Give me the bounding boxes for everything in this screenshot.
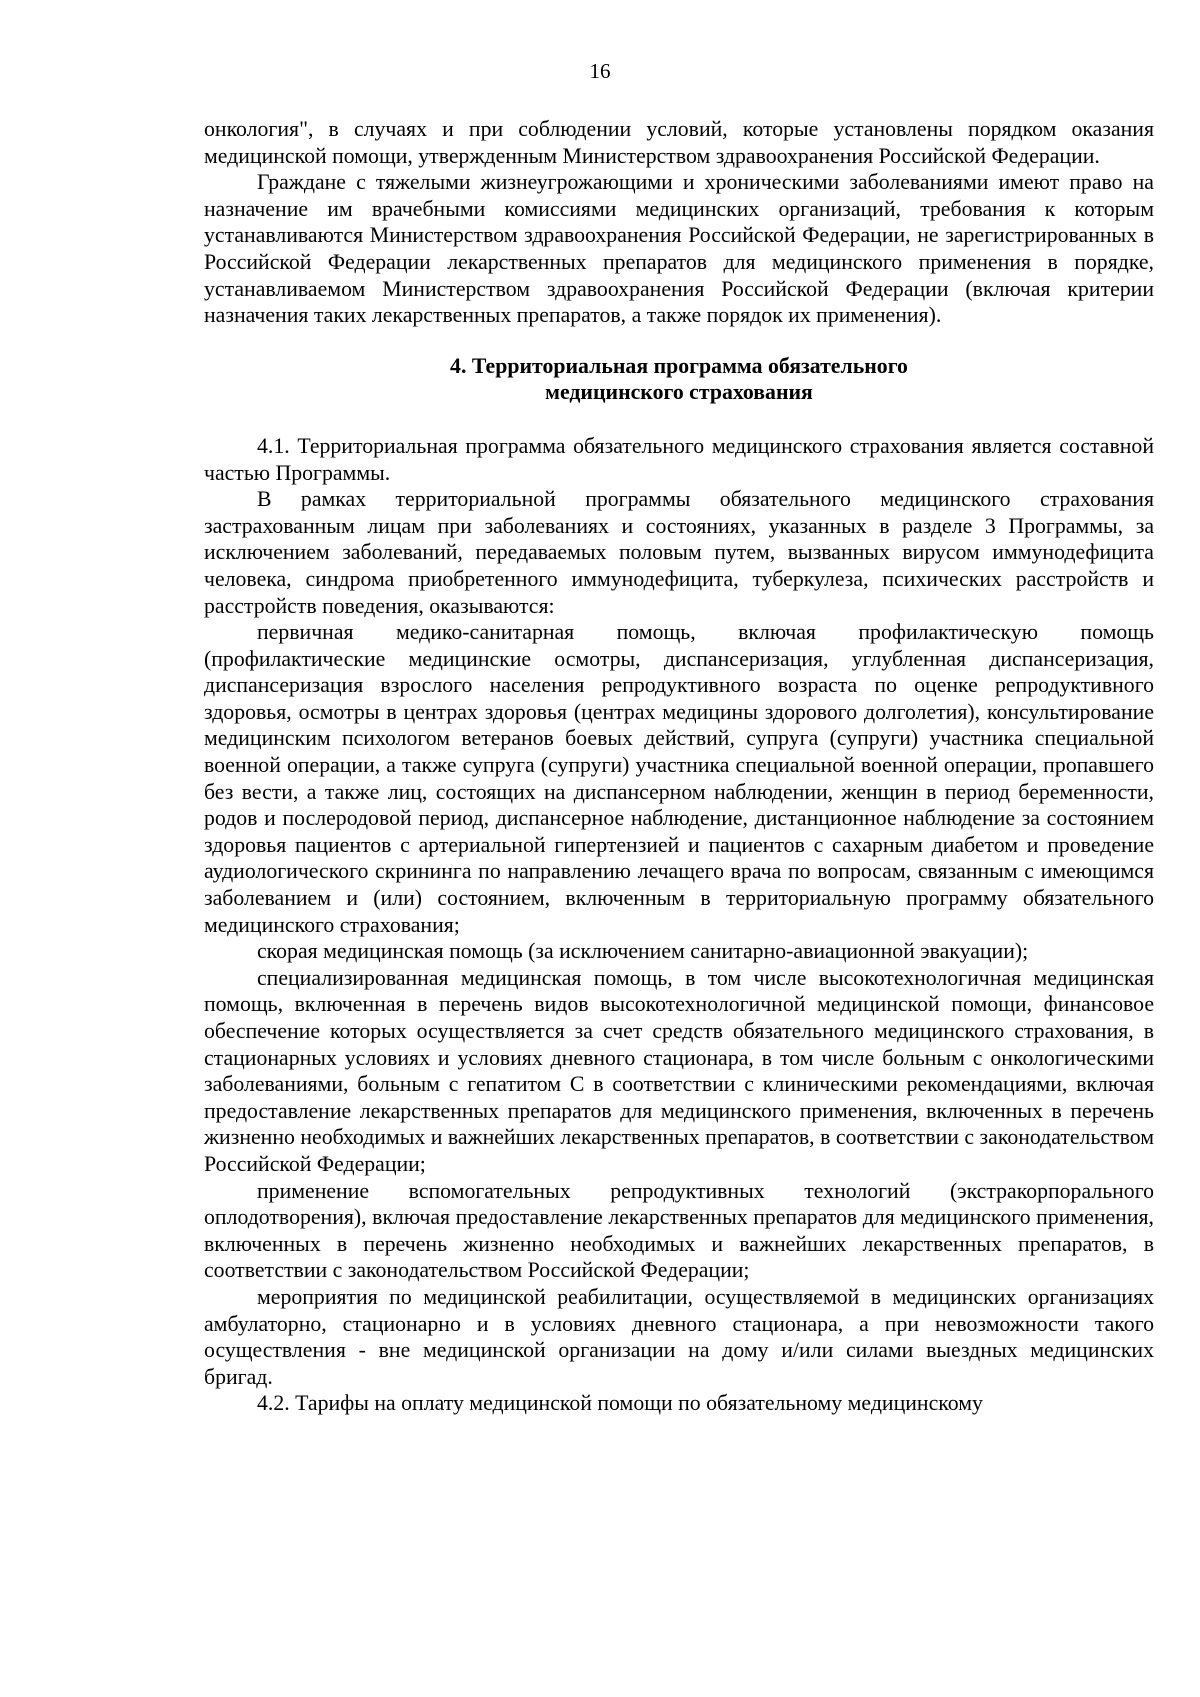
paragraph-ivf: применение вспомогательных репродуктивных технологий (экстракорпорального оплодотворения), включая предоставление лекарственных препаратов для медицинского применения, включенных в перечень жизненно необходимых и важнейших лекарственных препаратов, в соответствии с законодательством Российской Федерации; [204, 1178, 1154, 1283]
paragraph-primary-care: первичная медико-санитарная помощь, включая профилактическую помощь (профилактические медицинские осмотры, диспансеризация, углубленная диспансеризация, диспансеризация взрослого населения репродуктивного возраста по оценке репродуктивного здоровья, осмотры в центрах здоровья (центрах медицины здорового долголетия), консультирование медицинским психологом ветеранов боевых действий, супруга (супруги) участника специальной военной операции, а также супруга (супруги) участника специальной военной операции, пропавшего без вести, а также лиц, состоящих на диспансерном наблюдении, женщин в период беременности, родов и послеродовой период, диспансерное наблюдение, дистанционное наблюдение за состоянием здоровья пациентов с артериальной гипертензией и пациентов с сахарным диабетом и проведение аудиологического скрининга по направлению лечащего врача по вопросам, связанным с имеющимся заболеванием и (или) состоянием, включенным в территориальную программу обязательного медицинского страхования; [204, 620, 1154, 937]
section-heading [204, 353, 1154, 406]
section-title-line-2: медицинского страхования [545, 380, 813, 405]
page-number: 16 [589, 59, 611, 83]
paragraph-unregistered-drugs: Граждане с тяжелыми жизнеугрожающими и хроническими заболеваниями имеют право на назначение им врачебными комиссиями медицинских организаций, требования к которым устанавливаются Министерством здравоохранения Российской Федерации, не зарегистрированных в Российской Федерации лекарственных препаратов для медицинского применения в порядке, устанавливаемом Министерством здравоохранения Российской Федерации (включая критерии назначения таких лекарственных препаратов, а также порядок их применения). [204, 170, 1154, 328]
paragraph-continuation: онкология", в случаях и при соблюдении условий, которые установлены порядком оказания медицинской помощи, утвержденным Министерством здравоохранения Российской Федерации. [204, 117, 1154, 168]
paragraph-4-1: 4.1. Территориальная программа обязательного медицинского страхования является составной частью Программы. [204, 433, 1154, 485]
paragraph-4-2: 4.2. Тарифы на оплату медицинской помощи по обязательному медицинскому [257, 1391, 983, 1416]
document-body [204, 116, 1154, 1417]
paragraph-specialized-care: специализированная медицинская помощь, в том числе высокотехнологичная медицинская помощь, включенная в перечень видов высокотехнологичной медицинской помощи, финансовое обеспечение которых осуществляется за счет средств обязательного медицинского страхования, в стационарных условиях и условиях дневного стационара, в том числе больным с онкологическими заболеваниями, больным с гепатитом С в соответствии с клиническими рекомендациями, включая предоставление лекарственных препаратов для медицинского применения, включенных в перечень жизненно необходимых и важнейших лекарственных препаратов, в соответствии с законодательством Российской Федерации; [204, 965, 1154, 1176]
section-title-line-1: 4. Территориальная программа обязательного [450, 353, 908, 378]
paragraph-emergency-care: скорая медицинская помощь (за исключением санитарно-авиационной эвакуации); [257, 939, 1029, 964]
paragraph-oms-scope: В рамках территориальной программы обязательного медицинского страхования застрахованным лицам при заболеваниях и состояниях, указанных в разделе 3 Программы, за исключением заболеваний, передаваемых половым путем, вызванных вирусом иммунодефицита человека, синдрома приобретенного иммунодефицита, туберкулеза, психических расстройств и расстройств поведения, оказываются: [204, 487, 1154, 618]
paragraph-rehabilitation: мероприятия по медицинской реабилитации, осуществляемой в медицинских организациях амбулаторно, стационарно и в условиях дневного стационара, а при невозможности такого осуществления - вне медицинской организации на дому и/или силами выездных медицинских бригад. [204, 1284, 1154, 1389]
